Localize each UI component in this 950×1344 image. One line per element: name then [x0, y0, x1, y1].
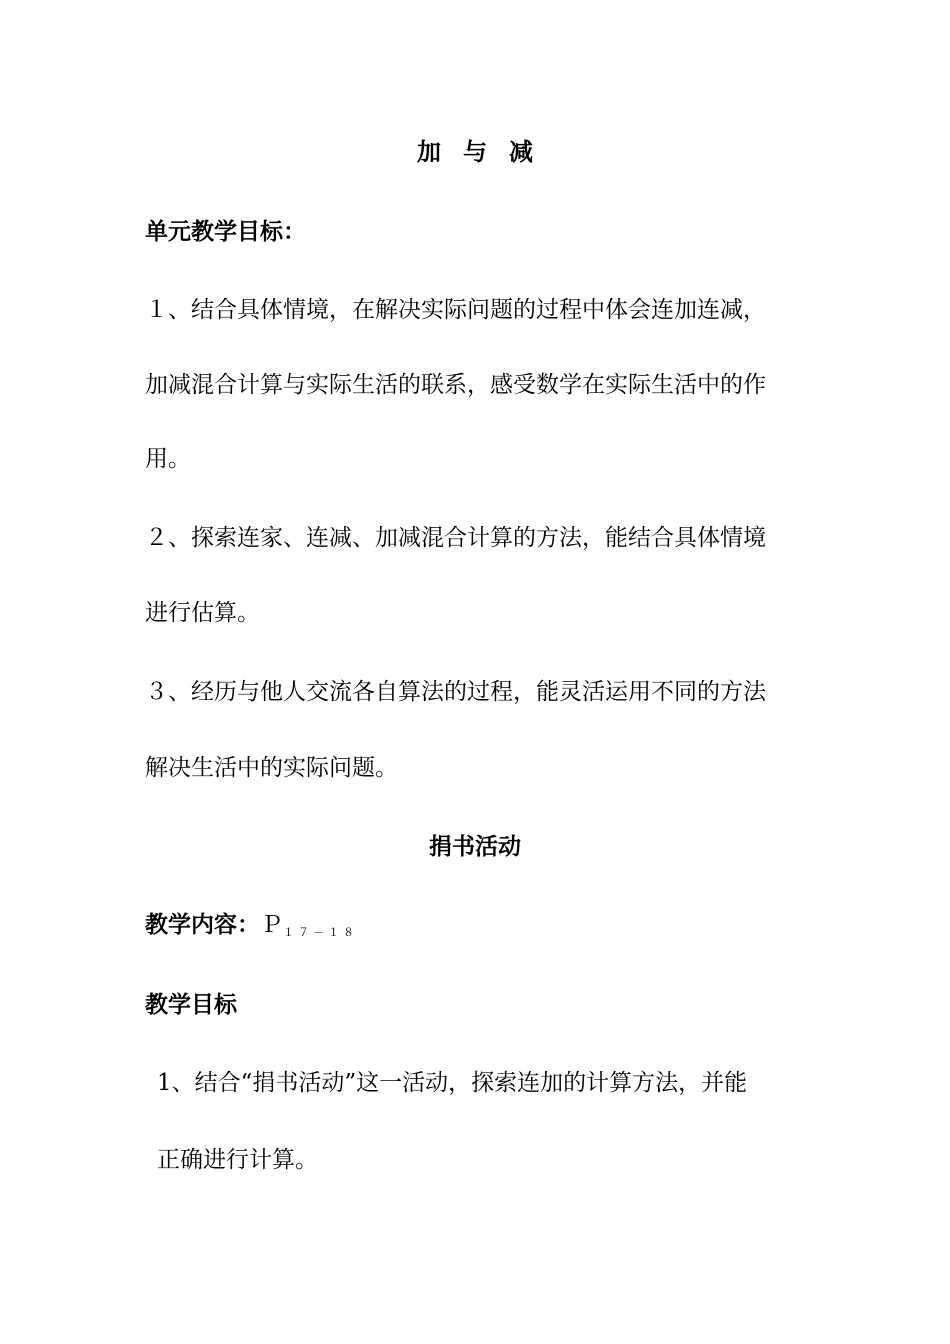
objective-1-line-2: 正确进行计算。: [157, 1147, 318, 1173]
unit-goal-heading: 单元教学目标：: [145, 218, 306, 245]
unit-goal-2-line-1: ２、探索连家、连减、加减混合计算的方法，能结合具体情境: [145, 525, 766, 551]
unit-goal-3-line-2: 解决生活中的实际问题。: [145, 755, 398, 781]
objective-1-line-1: 1、结合“捐书活动”这一活动，探索连加的计算方法，并能: [157, 1070, 748, 1096]
unit-goal-1-line-1: １、结合具体情境，在解决实际问题的过程中体会连加连减，: [145, 297, 766, 323]
unit-goal-2-line-2: 进行估算。: [145, 600, 260, 626]
teaching-content-page-letter: Ｐ: [260, 912, 283, 938]
teaching-content-label: 教学内容：: [145, 911, 260, 938]
unit-goal-3-line-1: ３、经历与他人交流各自算法的过程，能灵活运用不同的方法: [145, 679, 766, 705]
unit-goal-1-line-3: 用。: [145, 446, 191, 472]
lesson-title: 捐书活动: [429, 833, 521, 860]
teaching-content-page-range: １７－１８: [283, 926, 358, 939]
unit-goal-1-line-2: 加减混合计算与实际生活的联系，感受数学在实际生活中的作: [145, 372, 766, 398]
teaching-content: [145, 910, 358, 948]
page-title: 加与减: [417, 137, 555, 166]
objective-heading: 教学目标: [145, 991, 237, 1018]
